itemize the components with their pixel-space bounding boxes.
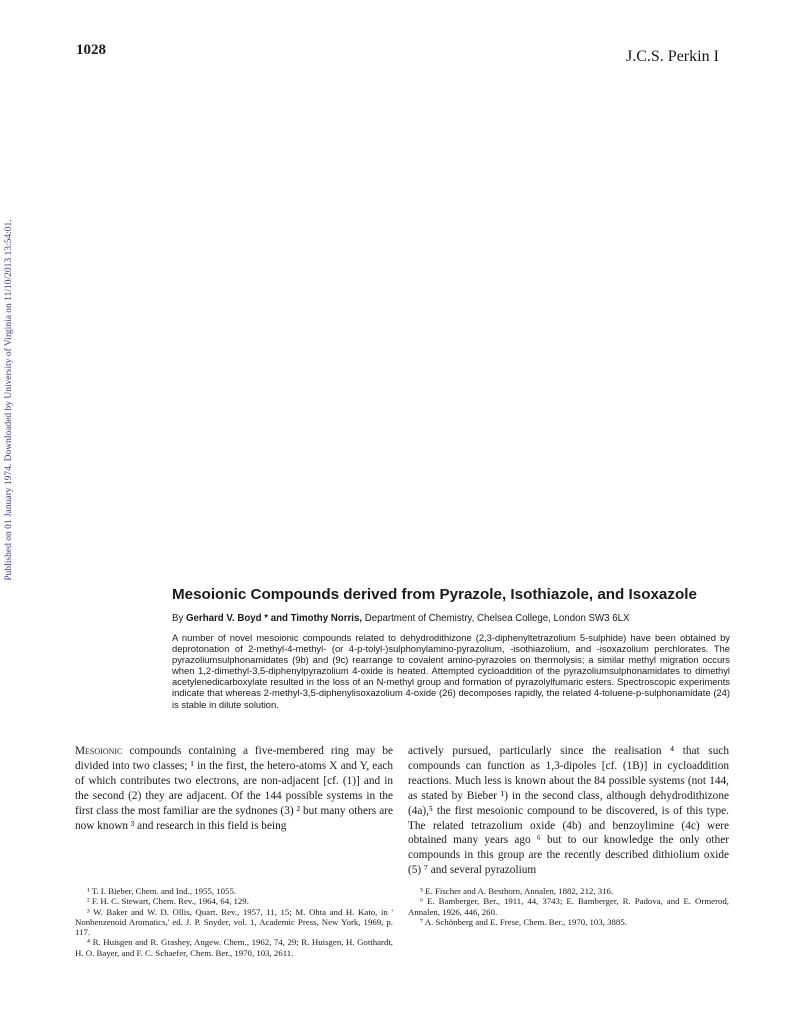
footnotes-right [408,886,729,927]
footnote: ³ W. Baker and W. D. Ollis, Quart. Rev., 1957, 11, 15; M. Ohta and H. Kato, in ' Nonbenzenoid Aromatics,' ed. J. P. Snyder, vol. 1, Academic Press, New York, 1969, p. 117. [75,906,393,938]
byline-authors: Gerhard V. Boyd * and Timothy Norris, [186,613,363,624]
footnote: ¹ T. I. Bieber, Chem. and Ind., 1955, 1055. [87,886,237,896]
lead-word: Mesoionic [75,745,123,757]
body-left-text: compounds containing a five-membered ring may be divided into two classes; ¹ in the first, the hetero-atoms X and Y, each of which contributes two electrons, are non-adjacent [cf. (1)] and in the second (2) they are adjacent. Of the 144 possible systems in the first class the most familiar are the sydnones (3) ² but many others are now known ³ and research in this field is being [75,745,393,832]
body-column-left [75,744,393,833]
byline-affiliation: Department of Chemistry, Chelsea College, London SW3 6LX [362,613,630,624]
footnote: ² F. H. C. Stewart, Chem. Rev., 1964, 64, 129. [87,896,249,907]
download-stamp-text: Published on 01 January 1974. Downloaded by University of Virginia on 11/10/2013 13:54:01. [4,219,14,581]
download-stamp [0,180,18,620]
footnote: ⁶ E. Bamberger, Ber., 1911, 44, 3743; E. Bamberger, R. Padova, and E. Ormerod, Annalen, 1926, 446, 260. [408,896,729,917]
footnote: ⁷ A. Schönberg and E. Frese, Chem. Ber., 1970, 103, 3885. [420,916,627,927]
journal-name: J.C.S. Perkin I [626,48,719,65]
abstract: A number of novel mesoionic compounds related to dehydrodithizone (2,3-diphenyltetrazolium 5-sulphide) have been obtained by deprotonation of 2-methyl-4-methyl- (or 4-p-tolyl-)sulphonylamino-pyrazolium, -isothiazolium, and -isoxazolium perchlorates. The pyrazoliumsulphonamidates (9b) and (9c) rearrange to covalent amino-pyrazoles on thermolysis; a similar methyl migration occurs when 1,2-dimethyl-3,5-diphenylpyrazolium 4-oxide is heated. Attempted cycloaddition of the pyrazoliumsulphonamidates to dimethyl acetylenedicarboxylate resulted in the loss of an N-methyl group and formation of pyrazolylfumaric esters. Spectroscopic experiments indicate that whereas 2-methyl-3,5-diphenylisoxazolium 4-oxide (26) decomposes rapidly, the related 4-toluene-p-sulphonamidate (24) is stable in dilute solution. [172,632,730,710]
page-number: 1028 [76,42,106,58]
byline-prefix: By [172,613,186,624]
body-column-right: actively pursued, particularly since the realisation ⁴ that such compounds can function as 1,3-dipoles [cf. (1B)] in cycloaddition reactions. Much less is known about the 84 possible systems (not 144, as stated by Bieber ¹) in the second class, although dehydrodithizone (4a),⁵ the first mesoionic compound to be discovered, is of this type. The related tetrazolium oxide (4b) and benzoylimine (4c) were obtained many years ago ⁶ but to our knowledge the only other compounds in this group are the recently described dithiolium oxide (5) ⁷ and several pyrazolium [408,745,729,877]
byline [172,613,732,624]
article-title: Mesoionic Compounds derived from Pyrazole, Isothiazole, and Isoxazole [172,586,697,603]
footnote: ⁵ E. Fischer and A. Besthorn, Annalen, 1882, 212, 316. [420,886,614,896]
footnotes-left [75,886,393,958]
footnote: ⁴ R. Huisgen and R. Grashey, Angew. Chem., 1962, 74, 29; R. Huisgen, H. Gotthardt, H. O. Bayer, and F. C. Schaefer, Chem. Ber., 1970, 103, 2611. [75,937,393,958]
